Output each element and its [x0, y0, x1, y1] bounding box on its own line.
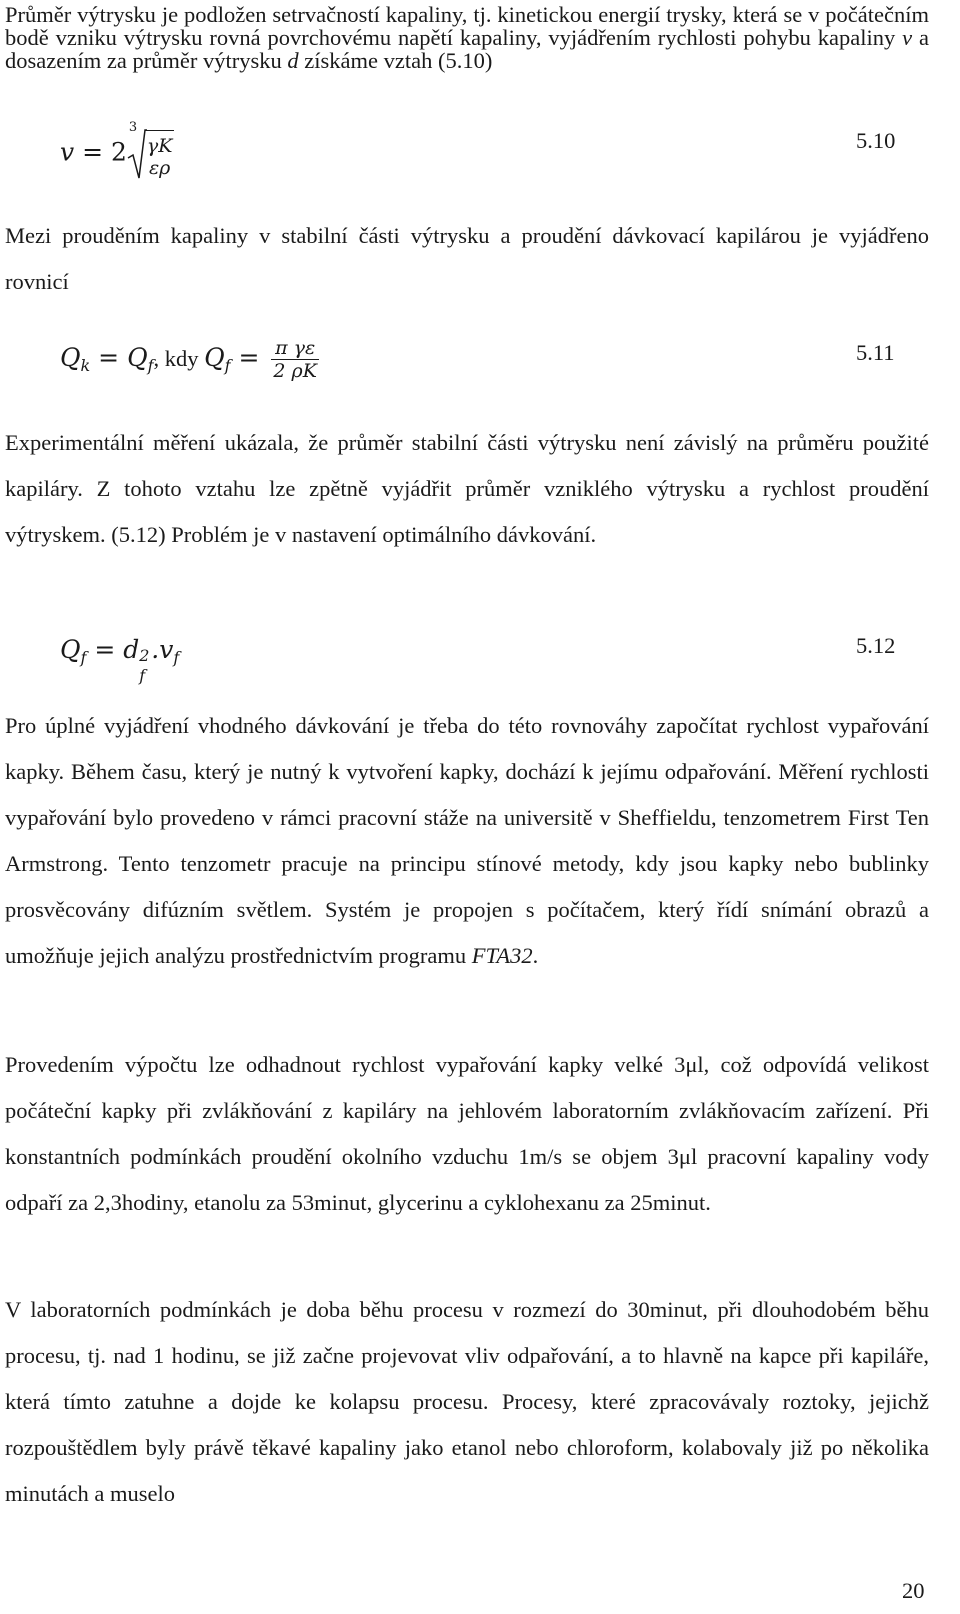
eq-511-sub-f2: f	[224, 356, 231, 375]
root-index: 3	[128, 120, 138, 135]
equation-number-5-12: 5.12	[856, 633, 896, 658]
eq-510-coefficient: 2	[110, 137, 127, 167]
eq-511-numerator: π γε	[275, 337, 316, 359]
paragraph-3: Experimentální měření ukázala, že průměr stabilní části výtrysku není závislý na průměru použité kapiláry. Z tohoto vztahu lze zpětně vyjádřit průměr vzniklého výtrysku a rychlost proudění výtryskem. (5.12) Problém je v nastavení optimálního dávkování.	[5, 430, 929, 547]
eq-512-q: Q	[60, 635, 81, 664]
eq-510-lhs: v	[60, 137, 75, 167]
equation-number-5-11: 5.11	[856, 340, 895, 365]
eq-512-sub-f2: f	[139, 666, 146, 685]
paragraph-4-text-b: .	[532, 943, 539, 968]
eq-512-d: d	[123, 635, 140, 664]
paragraph-2: Mezi prouděním kapaliny v stabilní části výtrysku a proudění dávkovací kapilárou je vyjádřeno rovnicí	[5, 223, 929, 294]
radical-sign-icon	[127, 128, 147, 180]
cube-root	[127, 120, 179, 180]
paragraph-1-text-c: získáme vztah (5.10)	[298, 48, 493, 73]
paragraph-4	[5, 703, 929, 979]
program-name: FTA32	[471, 943, 533, 968]
eq-512-v: v	[159, 635, 174, 664]
equation-5-10	[60, 120, 178, 180]
variable-v: v	[902, 25, 913, 50]
paragraph-1-text-b: a dosazením za průměr výtrysku	[5, 25, 929, 73]
eq-511-equals-1: =	[98, 343, 120, 372]
eq-510-denominator: ερ	[148, 156, 171, 179]
paragraph-1-text-a: Průměr výtrysku je podložen setrvačností kapaliny, tj. kinetickou energií trysky, která se v počátečním bodě vzniku výtrysku rovná povrchovému napětí kapaliny, vyjádřením rychlosti pohybu kapaliny	[5, 2, 929, 50]
eq-511-sub-k: k	[80, 356, 91, 375]
eq-511-denominator: 2 ρK	[273, 360, 317, 382]
equation-number-5-10: 5.10	[856, 128, 896, 153]
eq-511-q2: Q	[127, 343, 148, 372]
eq-511-q3: Q	[204, 343, 225, 372]
paragraph-1	[5, 3, 929, 72]
variable-d: d	[287, 48, 299, 73]
eq-511-fraction	[271, 337, 319, 382]
eq-512-sub-f: f	[80, 648, 87, 667]
eq-510-fraction	[145, 130, 175, 179]
paragraph-6: V laboratorních podmínkách je doba běhu procesu v rozmezí do 30minut, při dlouhodobém běhu procesu, tj. nad 1 hodinu, se již začne projevovat vliv odpařování, a to hlavně na kapce při kapiláře, která tímto zatuhne a dojde ke kolapsu procesu. Procesy, které zpracovávaly roztoky, jejichž rozpouštědlem byly právě těkavé kapaliny jako etanol nebo chloroform, kolabovaly již po několika minutách a muselo	[5, 1297, 929, 1506]
page-number: 20	[902, 1578, 925, 1603]
eq-510-equals: =	[82, 137, 104, 167]
paragraph-4-text-a: Pro úplné vyjádření vhodného dávkování je třeba do této rovnováhy započítat rychlost vypařování kapky. Během času, který je nutný k vytvoření kapky, dochází k jejímu odpařování. Měření rychlosti vypařování bylo provedeno v rámci pracovní stáže na universitě v Sheffieldu, tenzometrem First Ten Armstrong. Tento tenzometr pracuje na principu stínové metody, kdy jsou kapky nebo bublinky prosvěcovány difúzním světlem. Systém je propojen s počítačem, který řídí snímání obrazů a umožňuje jejich analýzu prostřednictvím programu	[5, 713, 929, 968]
eq-512-equals: =	[94, 635, 116, 664]
eq-511-kdy: , kdy	[153, 346, 205, 371]
eq-511-equals-2: =	[238, 343, 260, 372]
eq-512-sub-f3: f	[173, 648, 180, 667]
eq-512-sup-2: 2	[139, 646, 150, 665]
equation-5-11	[60, 337, 323, 382]
paragraph-5: Provedením výpočtu lze odhadnout rychlost vypařování kapky velké 3μl, což odpovídá velikost počáteční kapky při zvlákňování z kapiláry na jehlovém laboratorním zvlákňovacím zařízení. Při konstantních podmínkách proudění okolního vzduchu 1m/s se objem 3μl pracovní kapaliny vody odpaří za 2,3hodiny, etanolu za 53minut, glycerinu a cyklohexanu za 25minut.	[5, 1052, 929, 1215]
eq-512-dot: .	[151, 635, 160, 664]
eq-510-numerator: γK	[146, 134, 173, 157]
eq-511-sub-f: f	[147, 356, 154, 375]
eq-511-q: Q	[60, 343, 81, 372]
equation-5-12	[60, 635, 180, 685]
